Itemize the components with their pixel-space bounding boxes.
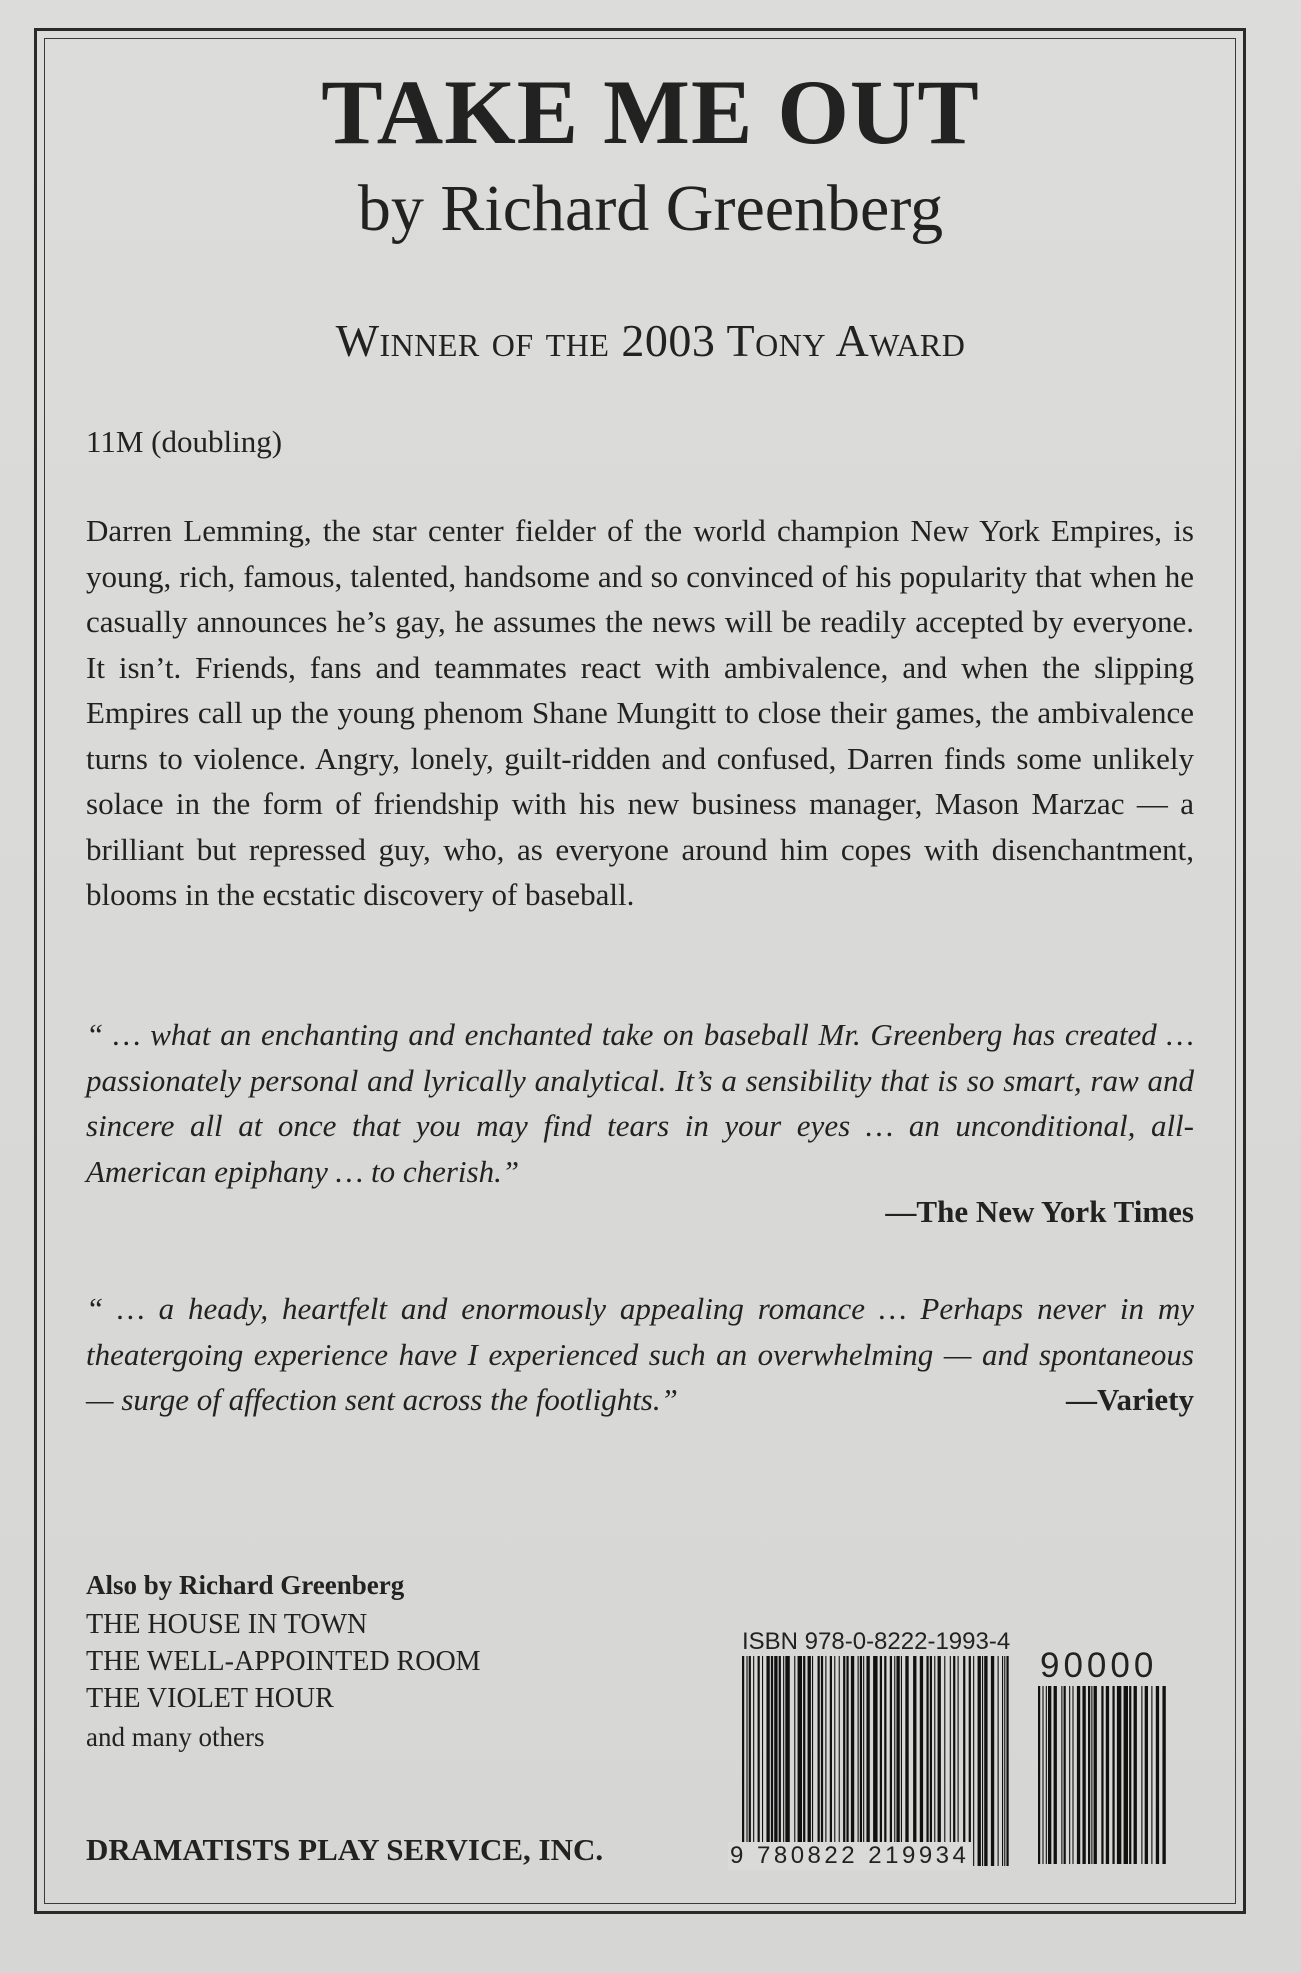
barcode-bar	[1042, 1686, 1043, 1864]
barcode-bar	[930, 1656, 932, 1866]
barcode-bar	[774, 1656, 777, 1866]
barcode-bar	[1117, 1686, 1121, 1864]
barcode-bar	[1046, 1686, 1047, 1864]
barcode-bar	[1162, 1686, 1165, 1864]
barcode-bar	[1156, 1686, 1159, 1864]
also-by-title: THE HOUSE IN TOWN	[86, 1609, 368, 1640]
synopsis: Darren Lemming, the star center fielder of the world champion New York Empires, is young, rich, famous, talented, handsome and so convinced of his popularity that when he casually announces he’s gay, he assumes the news will be readily accepted by everyone. It isn’t. Friends, fans and teammates react with ambivalence, and when the slipping Empires call up the young phenom Shane Mungitt to close their games, the ambivalence turns to violence. Angry, lonely, guilt-ridden and confused, Darren finds some unlikely solace in the form of friendship with his new business manager, Mason Marzac — a brilliant but repressed guy, who, as everyone around him copes with disenchantment, blooms in the ecstatic discovery of baseball.	[86, 513, 1194, 912]
barcode-bar	[798, 1656, 802, 1866]
barcode-bar	[890, 1656, 892, 1866]
barcode-bar	[753, 1656, 754, 1866]
barcode-bar	[846, 1656, 848, 1866]
barcode-bar	[749, 1656, 751, 1866]
barcode-bar	[1141, 1686, 1142, 1864]
barcode-bar	[812, 1656, 813, 1866]
review-quote-1-text: “ … what an enchanting and enchanted take on baseball Mr. Greenberg has created … passionately personal and lyrically analytical. It’s a sensibility that is so smart, raw and sincere all at once that you may find tears in your eyes … an unconditional, all-American epiphany … to cherish.”	[86, 1017, 1194, 1189]
barcode-bar	[894, 1656, 895, 1866]
isbn-number: ISBN 978-0-8222-1993-4	[742, 1628, 1011, 1655]
barcode-bar	[1082, 1686, 1085, 1864]
barcode-bar	[913, 1656, 916, 1866]
barcode-bar	[866, 1656, 869, 1866]
isbn-barcode	[742, 1656, 1012, 1866]
barcode-bar	[991, 1656, 994, 1866]
also-by-heading: Also by Richard Greenberg	[86, 1570, 405, 1600]
also-by-list	[86, 1606, 481, 1717]
barcode-bar	[934, 1656, 935, 1866]
barcode-bar	[1088, 1686, 1090, 1864]
barcode-bar	[950, 1656, 951, 1866]
barcode-bar	[785, 1656, 789, 1866]
review-source-1: —The New York Times	[885, 1194, 1194, 1229]
barcode-bar	[803, 1656, 805, 1866]
barcode-bar	[944, 1656, 945, 1866]
barcode-bar	[1077, 1686, 1080, 1864]
barcode-bar	[1038, 1686, 1040, 1864]
also-by-more: and many others	[86, 1722, 265, 1752]
barcode-bar	[762, 1656, 763, 1866]
addon-barcode	[1038, 1686, 1168, 1864]
barcode-bar	[1106, 1686, 1109, 1864]
barcode-bar	[1006, 1656, 1008, 1866]
review-quote-1	[86, 1012, 1194, 1194]
barcode-bar	[1094, 1686, 1097, 1864]
barcode-bar	[1004, 1656, 1005, 1866]
barcode-bar	[830, 1656, 832, 1866]
barcode-bar	[863, 1656, 864, 1866]
barcode-bar	[851, 1656, 854, 1866]
barcode-digits: 9 780822 219934	[730, 1842, 970, 1869]
review-quote-2-text: “ … a heady, heartfelt and enormously appealing romance … Perhaps never in my theatergoing experience have I experienced such an overwhelming — and spontaneous — surge of affection sent across the footlights.”	[86, 1291, 1194, 1417]
barcode-bar	[984, 1656, 987, 1866]
barcode-bar	[969, 1656, 971, 1866]
barcode-bar	[834, 1656, 835, 1866]
barcode-bar	[1151, 1686, 1152, 1864]
barcode-bar	[758, 1656, 760, 1866]
barcode-bar	[1129, 1686, 1131, 1864]
barcode-bar	[873, 1656, 877, 1866]
barcode-bar	[938, 1656, 941, 1866]
barcode-bar	[1002, 1656, 1003, 1866]
barcode-bar	[1061, 1686, 1062, 1864]
barcode-bar	[884, 1656, 886, 1866]
barcode-bar	[982, 1656, 983, 1866]
barcode-bar	[1069, 1686, 1070, 1864]
barcode-bar	[920, 1656, 923, 1866]
barcode-bar	[843, 1656, 845, 1866]
barcode-bar	[746, 1656, 747, 1866]
also-by-title: THE VIOLET HOUR	[86, 1683, 334, 1714]
barcode-bar	[905, 1656, 908, 1866]
barcode-bar	[963, 1656, 965, 1866]
price-code: 90000	[1040, 1646, 1158, 1685]
barcode-bar	[825, 1656, 826, 1866]
barcode-bar	[1124, 1686, 1128, 1864]
barcode-bar	[808, 1656, 811, 1866]
barcode-bar	[779, 1656, 781, 1866]
barcode-bar	[771, 1656, 773, 1866]
barcode-bar	[818, 1656, 820, 1866]
barcode-bar	[926, 1656, 928, 1866]
barcode-bar	[1112, 1686, 1114, 1864]
barcode-bar	[839, 1656, 840, 1866]
barcode-bar	[1134, 1686, 1137, 1864]
barcode-bar	[896, 1656, 899, 1866]
barcode-bar	[766, 1656, 769, 1866]
cast-size: 11M (doubling)	[86, 424, 283, 459]
book-title: TAKE ME OUT	[321, 61, 980, 163]
barcode-bar	[858, 1656, 859, 1866]
review-source-2: —Variety	[1066, 1382, 1194, 1417]
barcode-bar	[998, 1656, 999, 1866]
barcode-bar	[1072, 1686, 1073, 1864]
book-author: by Richard Greenberg	[357, 172, 944, 245]
barcode-bar	[1054, 1686, 1057, 1864]
review-quote-2	[86, 1286, 1194, 1423]
barcode-bar	[794, 1656, 795, 1866]
award-line: Winner of the 2003 Tony Award	[335, 315, 966, 366]
barcode-bar	[1101, 1686, 1103, 1864]
publisher: DRAMATISTS PLAY SERVICE, INC.	[86, 1832, 604, 1867]
barcode-bar	[1091, 1686, 1092, 1864]
also-by-title: THE WELL-APPOINTED ROOM	[86, 1646, 481, 1677]
barcode-bar	[783, 1656, 784, 1866]
barcode-bar	[1064, 1686, 1066, 1864]
barcode-bar	[958, 1656, 959, 1866]
barcode-bar	[978, 1656, 981, 1866]
barcode-bar	[973, 1656, 974, 1866]
barcode-bar	[953, 1656, 955, 1866]
barcode-bar	[1145, 1686, 1148, 1864]
barcode-bar	[880, 1656, 882, 1866]
barcode-bar	[860, 1656, 862, 1866]
barcode-bar	[901, 1656, 902, 1866]
barcode-bar	[1048, 1686, 1051, 1864]
barcode-bar	[821, 1656, 823, 1866]
barcode-bar	[742, 1656, 744, 1866]
